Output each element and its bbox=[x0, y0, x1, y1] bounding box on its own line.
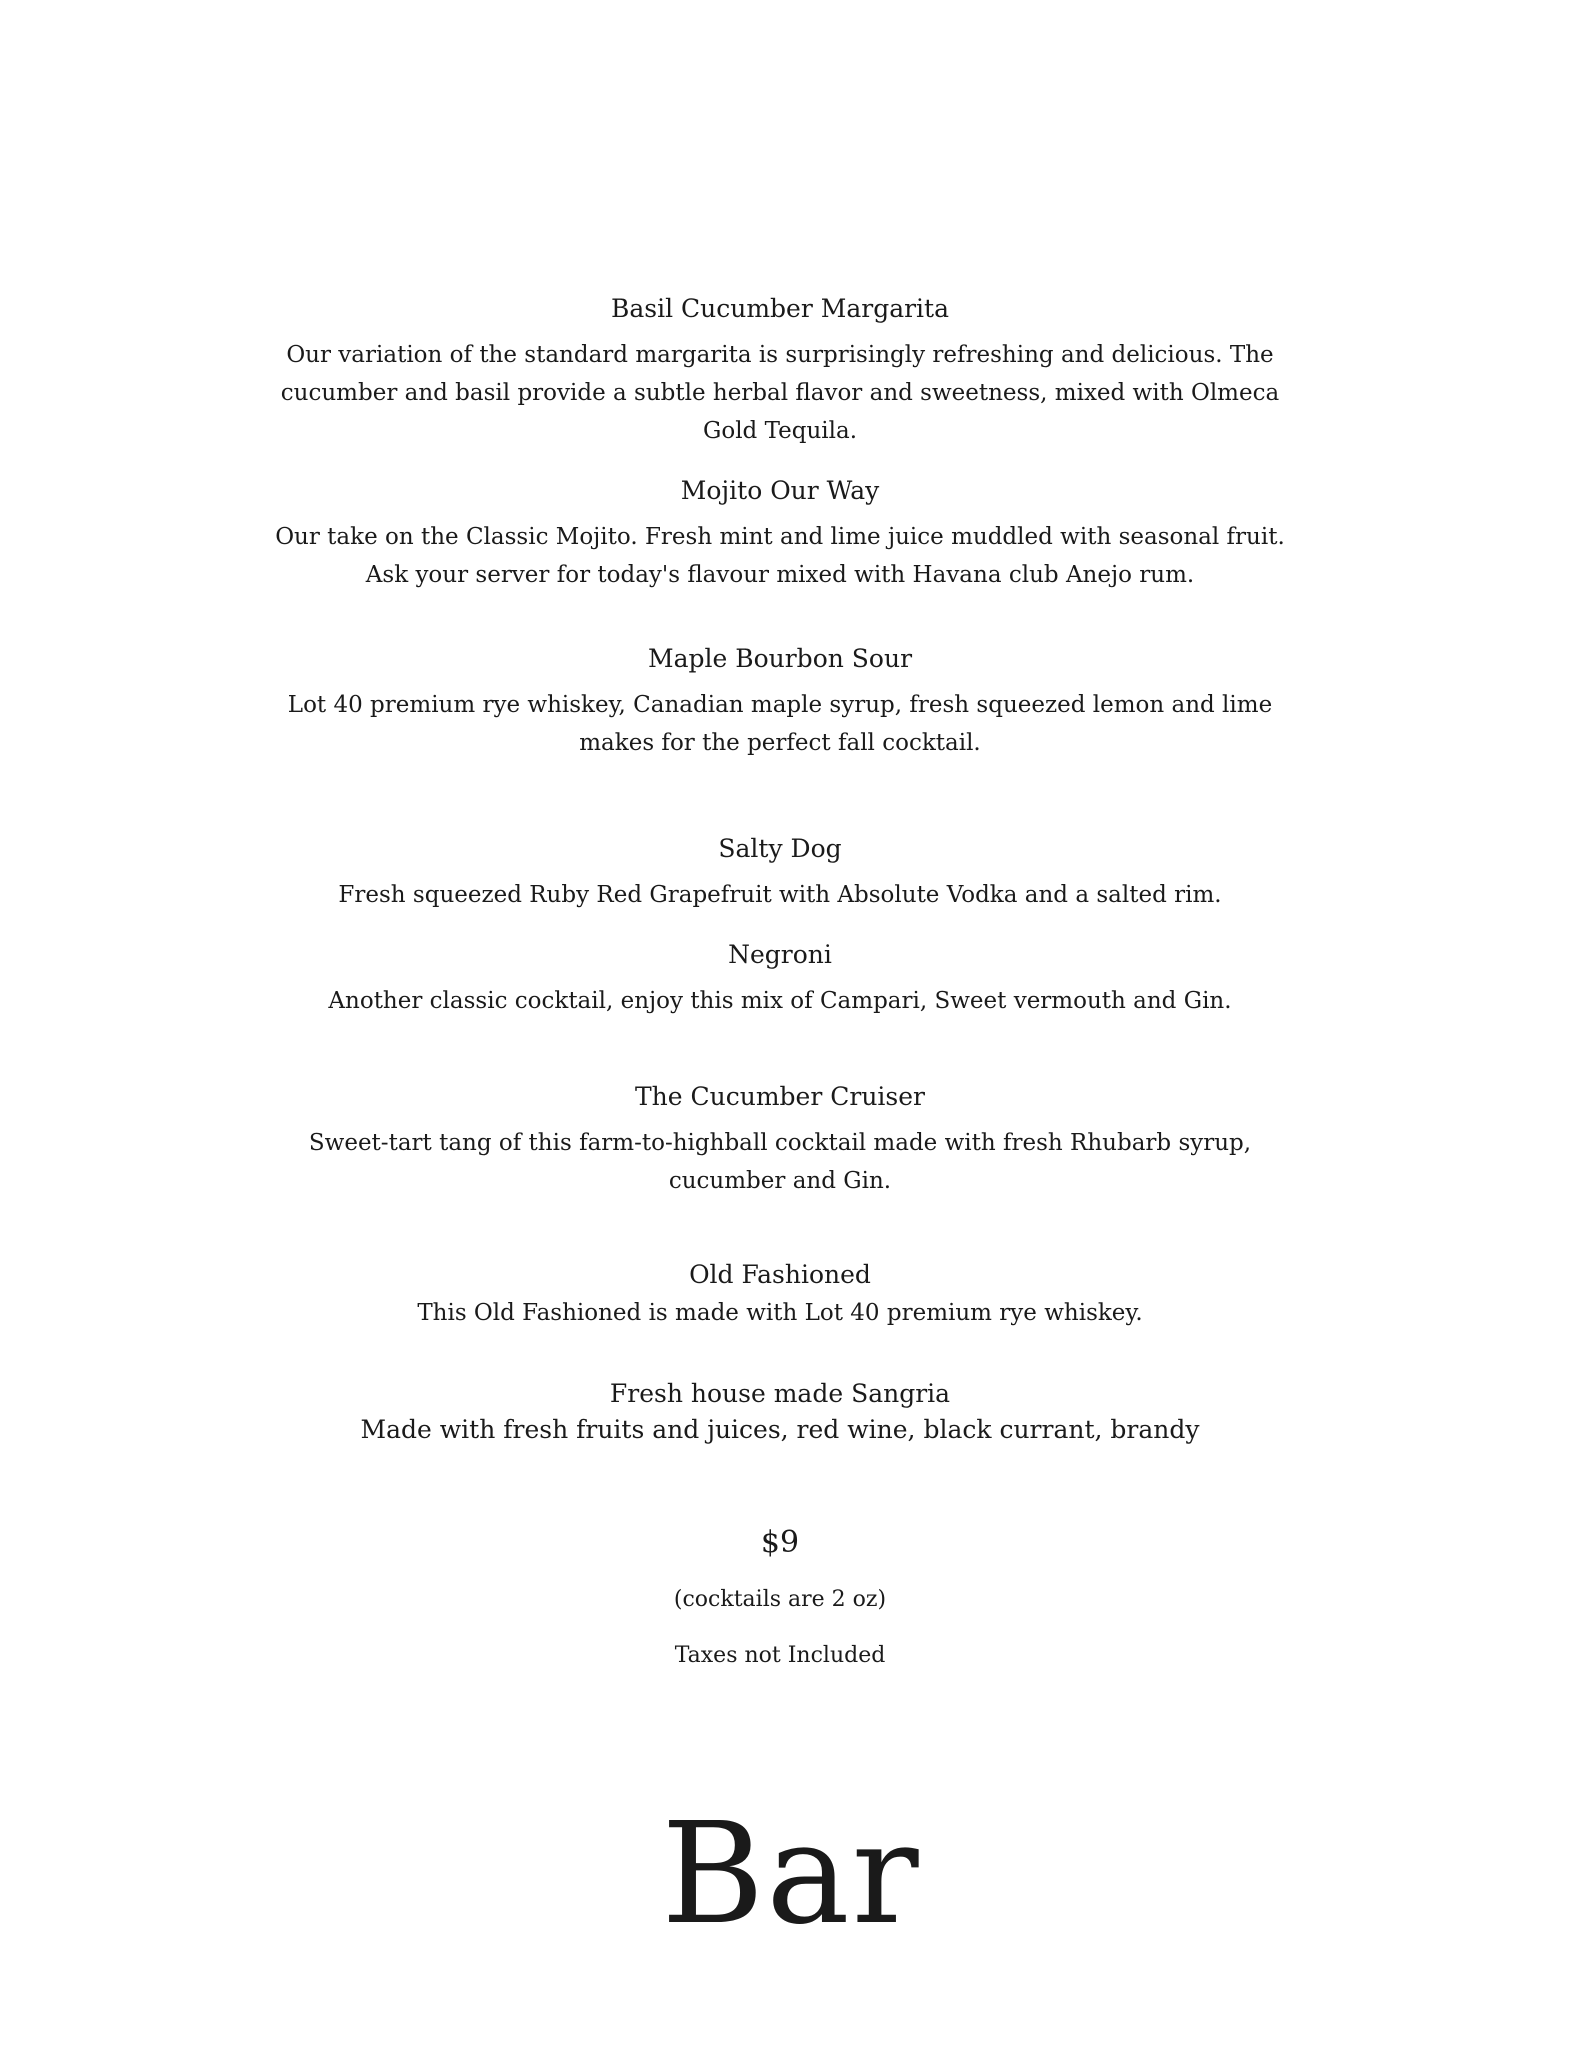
menu-item-salty-dog bbox=[240, 832, 1320, 914]
item-name: Old Fashioned bbox=[689, 1260, 871, 1289]
menu-item-fresh-house-made-sangria bbox=[240, 1377, 1320, 1449]
item-description: Fresh squeezed Ruby Red Grapefruit with Absolute Vodka and a salted rim. bbox=[338, 882, 1222, 908]
tax-note: Taxes not Included bbox=[674, 1643, 886, 1668]
item-name: The Cucumber Cruiser bbox=[634, 1082, 925, 1111]
item-description: Our variation of the standard margarita is surprisingly refreshing and delicious. The cucumber and basil provide a subtle herbal flavor and sweetness, mixed with Olmeca Gold Tequila. bbox=[280, 342, 1280, 444]
menu-item-basil-cucumber-margarita bbox=[240, 292, 1320, 450]
item-description: This Old Fashioned is made with Lot 40 premium rye whiskey. bbox=[417, 1300, 1143, 1326]
menu-item-negroni bbox=[240, 938, 1320, 1020]
item-name: Mojito Our Way bbox=[680, 476, 880, 505]
menu-item-old-fashioned bbox=[240, 1258, 1320, 1332]
item-name: Negroni bbox=[728, 940, 832, 969]
item-name: Basil Cucumber Margarita bbox=[610, 294, 950, 323]
price: $9 bbox=[760, 1525, 800, 1560]
item-name: Fresh house made Sangria bbox=[609, 1379, 951, 1408]
page-title: Bar bbox=[661, 1793, 921, 1956]
item-description: Sweet-tart tang of this farm-to-highball cocktail made with fresh Rhubarb syrup, cucumber and Gin. bbox=[308, 1130, 1252, 1194]
item-name: Salty Dog bbox=[718, 834, 842, 863]
price-section bbox=[240, 1523, 1320, 1671]
menu-item-the-cucumber-cruiser bbox=[240, 1080, 1320, 1200]
menu-item-mojito-our-way bbox=[240, 474, 1320, 594]
size-note: (cocktails are 2 oz) bbox=[673, 1587, 887, 1612]
item-description: Made with fresh fruits and juices, red wine, black currant, brandy bbox=[360, 1415, 1200, 1444]
item-name: Maple Bourbon Sour bbox=[647, 644, 913, 673]
menu-item-maple-bourbon-sour bbox=[240, 642, 1320, 762]
item-description: Our take on the Classic Mojito. Fresh mint and lime juice muddled with seasonal fruit. Ask your server for today's flavour mixed with Havana club Anejo rum. bbox=[275, 524, 1285, 588]
item-description: Another classic cocktail, enjoy this mix of Campari, Sweet vermouth and Gin. bbox=[328, 988, 1232, 1014]
item-description: Lot 40 premium rye whiskey, Canadian maple syrup, fresh squeezed lemon and lime makes for the perfect fall cocktail. bbox=[287, 692, 1273, 756]
